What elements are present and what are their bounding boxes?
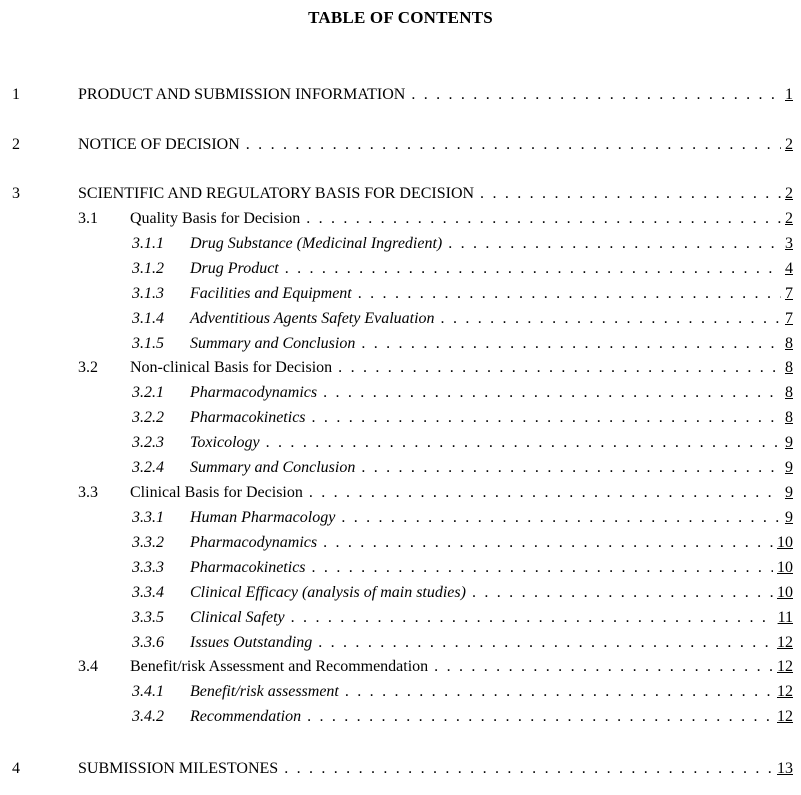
dot-leader bbox=[361, 335, 781, 353]
section-title: SCIENTIFIC AND REGULATORY BASIS FOR DECISION bbox=[78, 185, 475, 202]
page-link[interactable]: 2 bbox=[785, 210, 793, 227]
dot-leader bbox=[323, 384, 781, 402]
page-link[interactable]: 9 bbox=[785, 434, 793, 451]
section-number: 1 bbox=[12, 86, 20, 103]
page-link[interactable]: 13 bbox=[777, 760, 793, 777]
dot-leader bbox=[318, 634, 773, 652]
page-link[interactable]: 8 bbox=[785, 384, 793, 401]
toc-entry-3-1-2[interactable] bbox=[132, 260, 793, 282]
section-number: 3.2 bbox=[78, 359, 98, 376]
toc-entry-3-2-3[interactable] bbox=[132, 434, 793, 456]
toc-entry-3-1-4[interactable] bbox=[132, 310, 793, 332]
section-number: 3.3.5 bbox=[132, 609, 164, 626]
section-number: 2 bbox=[12, 136, 20, 153]
section-title: Toxicology bbox=[190, 434, 260, 451]
page-link[interactable]: 7 bbox=[785, 285, 793, 302]
section-title: Issues Outstanding bbox=[190, 634, 313, 651]
section-title: Pharmacodynamics bbox=[190, 384, 318, 401]
section-title: Adventitious Agents Safety Evaluation bbox=[190, 310, 435, 327]
dot-leader bbox=[361, 459, 781, 477]
section-title: Drug Product bbox=[190, 260, 279, 277]
toc-entry-3-1-5[interactable] bbox=[132, 335, 793, 357]
section-title: Drug Substance (Medicinal Ingredient) bbox=[190, 235, 443, 252]
section-title: Benefit/risk assessment bbox=[190, 683, 339, 700]
page-link[interactable]: 8 bbox=[785, 409, 793, 426]
page-link[interactable]: 1 bbox=[785, 86, 793, 103]
toc-entry-3-3-2[interactable] bbox=[132, 534, 793, 556]
section-number: 3.3.4 bbox=[132, 584, 164, 601]
dot-leader bbox=[307, 708, 773, 726]
dot-leader bbox=[411, 86, 781, 104]
section-number: 3.2.4 bbox=[132, 459, 164, 476]
section-title: Facilities and Equipment bbox=[190, 285, 352, 302]
page-link[interactable]: 12 bbox=[777, 708, 793, 725]
toc-entry-3-3-5[interactable] bbox=[132, 609, 793, 631]
dot-leader bbox=[285, 260, 781, 278]
page-link[interactable]: 9 bbox=[785, 459, 793, 476]
section-title: Non-clinical Basis for Decision bbox=[130, 359, 333, 376]
section-title: Quality Basis for Decision bbox=[130, 210, 301, 227]
section-number: 3.4.1 bbox=[132, 683, 164, 700]
section-number: 3.1.1 bbox=[132, 235, 164, 252]
toc-entry-3-3-1[interactable] bbox=[132, 509, 793, 531]
section-number: 3.1.2 bbox=[132, 260, 164, 277]
toc-entry-3-1-1[interactable] bbox=[132, 235, 793, 257]
page-link[interactable]: 4 bbox=[785, 260, 793, 277]
dot-leader bbox=[480, 185, 781, 203]
section-title: Pharmacokinetics bbox=[190, 409, 306, 426]
toc-entry-3-4[interactable] bbox=[78, 658, 793, 680]
section-title: Recommendation bbox=[190, 708, 302, 725]
section-number: 3.1.4 bbox=[132, 310, 164, 327]
page-link[interactable]: 10 bbox=[777, 534, 793, 551]
page-link[interactable]: 7 bbox=[785, 310, 793, 327]
toc-entry-4[interactable] bbox=[8, 760, 793, 782]
section-number: 3.4.2 bbox=[132, 708, 164, 725]
section-number: 3.2.2 bbox=[132, 409, 164, 426]
page-link[interactable]: 8 bbox=[785, 359, 793, 376]
dot-leader bbox=[312, 559, 773, 577]
section-title: NOTICE OF DECISION bbox=[78, 136, 240, 153]
section-title: SUBMISSION MILESTONES bbox=[78, 760, 279, 777]
section-number: 3.3.2 bbox=[132, 534, 164, 551]
toc-entry-3-3-3[interactable] bbox=[132, 559, 793, 581]
page-link[interactable]: 11 bbox=[777, 609, 793, 626]
dot-leader bbox=[358, 285, 781, 303]
section-title: Summary and Conclusion bbox=[190, 459, 356, 476]
page-link[interactable]: 10 bbox=[777, 559, 793, 576]
section-title: Clinical Basis for Decision bbox=[130, 484, 303, 501]
section-number: 3.3.3 bbox=[132, 559, 164, 576]
dot-leader bbox=[291, 609, 774, 627]
toc-entry-3-3-6[interactable] bbox=[132, 634, 793, 656]
dot-leader bbox=[284, 760, 773, 778]
dot-leader bbox=[312, 409, 781, 427]
dot-leader bbox=[448, 235, 781, 253]
section-number: 3.3.1 bbox=[132, 509, 164, 526]
section-title: Pharmacokinetics bbox=[190, 559, 306, 576]
toc-entry-3-2[interactable] bbox=[78, 359, 793, 381]
page-link[interactable]: 9 bbox=[785, 509, 793, 526]
page-link[interactable]: 12 bbox=[777, 634, 793, 651]
page-title: TABLE OF CONTENTS bbox=[308, 8, 493, 27]
section-title: Clinical Safety bbox=[190, 609, 285, 626]
page-link[interactable]: 2 bbox=[785, 185, 793, 202]
toc-entry-3-3[interactable] bbox=[78, 484, 793, 506]
page-link[interactable]: 9 bbox=[785, 484, 793, 501]
page-link[interactable]: 12 bbox=[777, 658, 793, 675]
page-link[interactable]: 2 bbox=[785, 136, 793, 153]
section-title: Summary and Conclusion bbox=[190, 335, 356, 352]
section-title: PRODUCT AND SUBMISSION INFORMATION bbox=[78, 86, 406, 103]
dot-leader bbox=[345, 683, 773, 701]
section-number: 3 bbox=[12, 185, 20, 202]
dot-leader bbox=[434, 658, 773, 676]
section-number: 3.1 bbox=[78, 210, 98, 227]
toc-entry-3-1[interactable] bbox=[78, 210, 793, 232]
page-link[interactable]: 10 bbox=[777, 584, 793, 601]
page-link[interactable]: 3 bbox=[785, 235, 793, 252]
dot-leader bbox=[306, 210, 781, 228]
section-title: Human Pharmacology bbox=[190, 509, 336, 526]
toc-entry-3-4-1[interactable] bbox=[132, 683, 793, 705]
dot-leader bbox=[472, 584, 773, 602]
section-number: 3.2.1 bbox=[132, 384, 164, 401]
toc-entry-3-2-2[interactable] bbox=[132, 409, 793, 431]
dot-leader bbox=[341, 509, 781, 527]
dot-leader bbox=[441, 310, 781, 328]
toc-entry-3-2-4[interactable] bbox=[132, 459, 793, 481]
section-number: 3.3.6 bbox=[132, 634, 164, 651]
page-link[interactable]: 12 bbox=[777, 683, 793, 700]
dot-leader bbox=[323, 534, 773, 552]
section-number: 3.4 bbox=[78, 658, 98, 675]
dot-leader bbox=[338, 359, 781, 377]
toc-entry-3-4-2[interactable] bbox=[132, 708, 793, 730]
toc-entry-2[interactable] bbox=[8, 136, 793, 158]
section-number: 3.2.3 bbox=[132, 434, 164, 451]
section-number: 3.1.5 bbox=[132, 335, 164, 352]
section-number: 3.1.3 bbox=[132, 285, 164, 302]
toc-entry-3[interactable] bbox=[8, 185, 793, 207]
section-title: Benefit/risk Assessment and Recommendation bbox=[130, 658, 429, 675]
dot-leader bbox=[246, 136, 781, 154]
dot-leader bbox=[266, 434, 781, 452]
section-number: 3.3 bbox=[78, 484, 98, 501]
toc-entry-1[interactable] bbox=[8, 86, 793, 108]
dot-leader bbox=[309, 484, 781, 502]
toc-entry-3-2-1[interactable] bbox=[132, 384, 793, 406]
section-title: Clinical Efficacy (analysis of main studies) bbox=[190, 584, 466, 601]
toc-entry-3-1-3[interactable] bbox=[132, 285, 793, 307]
page-link[interactable]: 8 bbox=[785, 335, 793, 352]
section-title: Pharmacodynamics bbox=[190, 534, 318, 551]
toc-entry-3-3-4[interactable] bbox=[132, 584, 793, 606]
section-number: 4 bbox=[12, 760, 20, 777]
